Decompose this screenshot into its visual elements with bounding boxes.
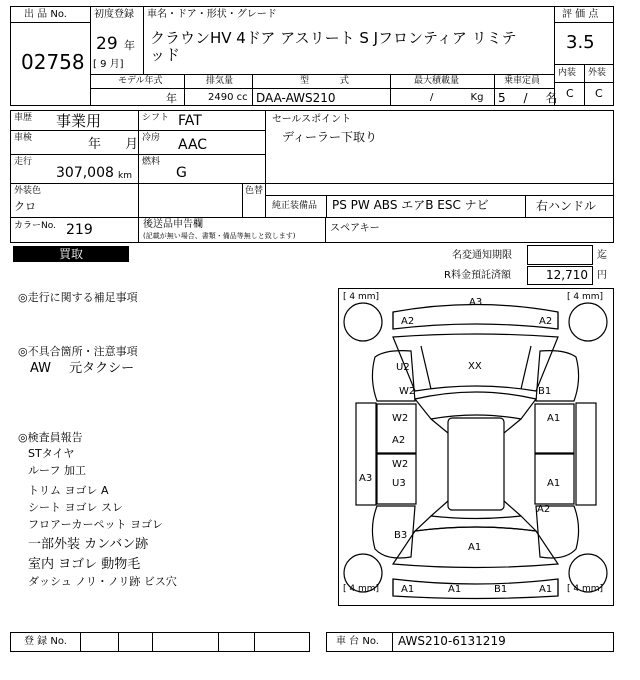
car-outline xyxy=(339,289,613,605)
exterior-label: 外装 xyxy=(588,68,607,78)
handle-value: 右ハンドル xyxy=(536,199,597,213)
damage-mark: U3 xyxy=(392,478,406,489)
color-no-value: 219 xyxy=(66,222,93,238)
fuel-label: 燃料 xyxy=(142,157,161,167)
max-load: / Kg xyxy=(430,92,484,103)
damage-mark: A2 xyxy=(537,504,551,515)
exterior-grade: C xyxy=(595,87,603,100)
displacement-label: 排気量 xyxy=(206,76,234,86)
tire-tag-rr: [ 4 mm] xyxy=(567,584,604,594)
chassis-no: AWS210-6131219 xyxy=(398,634,506,648)
damage-mark: A1 xyxy=(448,584,462,595)
ac-value: AAC xyxy=(178,137,208,153)
car-name: クラウンHV 4ドア アスリート S Jフロンティア リミテッド xyxy=(150,29,517,64)
defects-item: AW 元タクシー xyxy=(30,361,135,376)
capacity-label: 乗車定員 xyxy=(504,76,541,86)
recycle-value: 12,710 xyxy=(546,268,588,282)
interior-grade: C xyxy=(566,87,574,100)
name-change-box xyxy=(527,245,593,265)
history-value: 事業用 xyxy=(56,112,102,130)
color-label: 外装色 xyxy=(14,186,42,196)
interior-label: 内装 xyxy=(558,68,577,78)
mileage-unit: km xyxy=(118,171,132,181)
damage-mark: U2 xyxy=(396,362,410,373)
recycle-label: R料金預託済額 xyxy=(444,270,511,281)
model-type: DAA-AWS210 xyxy=(256,91,336,105)
equipment-label: 純正装備品 xyxy=(272,201,318,211)
chassis-label: 車 台 No. xyxy=(336,636,379,647)
color-value: クロ xyxy=(14,200,36,213)
post-declare-value: スペアキー xyxy=(330,223,380,234)
sales-point-value: ディーラー下取り xyxy=(282,130,378,144)
sales-point-label: セールスポイント xyxy=(272,114,352,125)
shift-value: FAT xyxy=(178,113,202,129)
model-year-label: モデル年式 xyxy=(118,76,163,86)
inspector-item: 室内 ヨゴレ 動物毛 xyxy=(28,557,141,572)
equipment-value: PS PW ABS エアB ESC ナビ xyxy=(332,198,489,212)
color-no-frame xyxy=(10,217,614,243)
ac-label: 冷房 xyxy=(142,133,161,143)
color-no-label: カラーNo. xyxy=(14,221,56,231)
damage-mark: A3 xyxy=(469,297,483,308)
post-declare-label: 後送品申告欄 xyxy=(143,219,203,230)
car-name-label: 車名・ドア・形状・グレード xyxy=(147,9,277,20)
history-label: 車歴 xyxy=(14,113,33,123)
color-change-label: 色替 xyxy=(245,186,264,196)
inspector-item: 一部外装 カンバン跡 xyxy=(28,537,149,552)
inspector-item: STタイヤ xyxy=(28,447,75,460)
damage-mark: A1 xyxy=(468,542,482,553)
inspector-item: トリム ヨゴレ A xyxy=(28,484,109,497)
damage-mark: B3 xyxy=(394,530,408,541)
shift-label: シフト xyxy=(142,113,170,123)
lot-no-label: 出 品 No. xyxy=(24,9,67,20)
inspection-value: 年 月 xyxy=(88,137,139,152)
damage-mark: XX xyxy=(468,361,482,372)
purchase-badge: 買取 xyxy=(13,246,129,262)
damage-mark: A1 xyxy=(539,584,553,595)
first-reg-year-unit: 年 xyxy=(124,39,135,52)
inspector-item: フロアーカーペット ヨゴレ xyxy=(28,518,163,531)
first-reg-month: [ 9 月] xyxy=(93,59,124,70)
mileage-value: 307,008 xyxy=(56,165,114,181)
displacement: 2490 cc xyxy=(208,92,248,103)
name-change-unit: 迄 xyxy=(597,250,607,261)
damage-mark: A2 xyxy=(392,435,406,446)
damage-mark: A1 xyxy=(401,584,415,595)
damage-mark: A2 xyxy=(539,316,553,327)
reg-no-label: 登 録 No. xyxy=(24,636,67,647)
damage-mark: B1 xyxy=(494,584,508,595)
damage-mark: A1 xyxy=(547,413,561,424)
fuel-value: G xyxy=(176,165,187,181)
tire-tag-rl: [ 4 mm] xyxy=(343,584,380,594)
post-declare-note: (記載が無い場合、書類・備品等無しと致します) xyxy=(143,232,296,240)
mileage-label: 走行 xyxy=(14,157,33,167)
inspector-heading: ◎検査員報告 xyxy=(18,431,83,444)
damage-mark: W2 xyxy=(392,459,409,470)
capacity: 5 / 名 xyxy=(498,91,558,105)
first-reg-label: 初度登録 xyxy=(94,9,134,20)
condition-diagram xyxy=(338,288,614,606)
recycle-unit: 円 xyxy=(597,270,607,281)
driving-heading: ◎走行に関する補足事項 xyxy=(18,291,138,304)
score: 3.5 xyxy=(566,32,595,53)
first-reg-year: 29 xyxy=(96,34,118,54)
damage-mark: B1 xyxy=(538,386,552,397)
inspector-item: ルーフ 加工 xyxy=(28,464,86,477)
defects-heading: ◎不具合箇所・注意事項 xyxy=(18,345,138,358)
type-label: 型 式 xyxy=(300,76,363,86)
inspector-item: ダッシュ ノリ・ノリ跡 ビス穴 xyxy=(28,575,177,588)
tire-tag-fr: [ 4 mm] xyxy=(567,292,604,302)
inspector-item: シート ヨゴレ スレ xyxy=(28,501,123,514)
model-year-unit: 年 xyxy=(166,92,177,105)
max-load-label: 最大積載量 xyxy=(414,76,460,86)
tire-tag-fl: [ 4 mm] xyxy=(343,292,380,302)
damage-mark: W2 xyxy=(392,413,409,424)
damage-mark: A2 xyxy=(401,316,415,327)
damage-mark: A1 xyxy=(547,478,561,489)
score-label: 評 価 点 xyxy=(562,9,599,20)
lot-no: 02758 xyxy=(21,50,85,74)
inspection-label: 車検 xyxy=(14,133,33,143)
name-change-label: 名変通知期限 xyxy=(452,250,512,261)
damage-mark: A3 xyxy=(359,473,373,484)
damage-mark: W2 xyxy=(399,386,416,397)
